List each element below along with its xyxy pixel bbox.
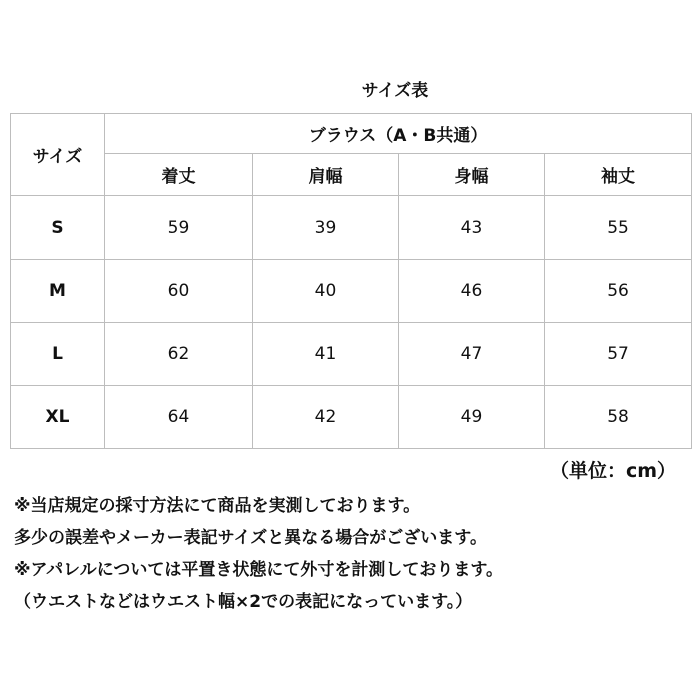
- table-row: [11, 196, 692, 260]
- unit-label: （単位：cm）: [549, 460, 676, 482]
- table-cell: 41: [253, 323, 399, 386]
- table-cell: 56: [545, 260, 692, 323]
- table-cell: 39: [253, 196, 399, 260]
- table-subheader-row: [11, 154, 692, 196]
- table-cell: 58: [545, 386, 692, 449]
- table-cell: 55: [545, 196, 692, 260]
- column-header-shoulder: 肩幅: [253, 154, 399, 196]
- note-line: ※アパレルについては平置き状態にて外寸を計測しております。: [14, 560, 504, 580]
- size-label: L: [11, 323, 105, 386]
- size-label: XL: [11, 386, 105, 449]
- size-label: M: [11, 260, 105, 323]
- note-line: 多少の誤差やメーカー表記サイズと異なる場合がございます。: [14, 528, 487, 548]
- note-line: （ウエストなどはウエスト幅×2での表記になっています。）: [14, 592, 473, 612]
- table-cell: 47: [399, 323, 545, 386]
- table-cell: 60: [105, 260, 253, 323]
- table-cell: 59: [105, 196, 253, 260]
- table-row: [11, 323, 692, 386]
- notes: [14, 490, 694, 618]
- group-header: ブラウス（A・B共通）: [105, 114, 692, 154]
- table-cell: 42: [253, 386, 399, 449]
- page-title: サイズ表: [361, 81, 429, 101]
- table-cell: 40: [253, 260, 399, 323]
- table-cell: 49: [399, 386, 545, 449]
- column-header-length: 着丈: [105, 154, 253, 196]
- column-header-chest: 身幅: [399, 154, 545, 196]
- table-row: [11, 386, 692, 449]
- table-cell: 62: [105, 323, 253, 386]
- table-cell: 64: [105, 386, 253, 449]
- note-line: ※当店規定の採寸方法にて商品を実測しております。: [14, 496, 421, 516]
- column-header-sleeve: 袖丈: [545, 154, 692, 196]
- size-label: S: [11, 196, 105, 260]
- size-column-header: サイズ: [11, 114, 105, 196]
- table-cell: 57: [545, 323, 692, 386]
- table-cell: 46: [399, 260, 545, 323]
- table-row: [11, 260, 692, 323]
- table-header-row: [11, 114, 692, 154]
- table-cell: 43: [399, 196, 545, 260]
- size-table: [10, 113, 692, 449]
